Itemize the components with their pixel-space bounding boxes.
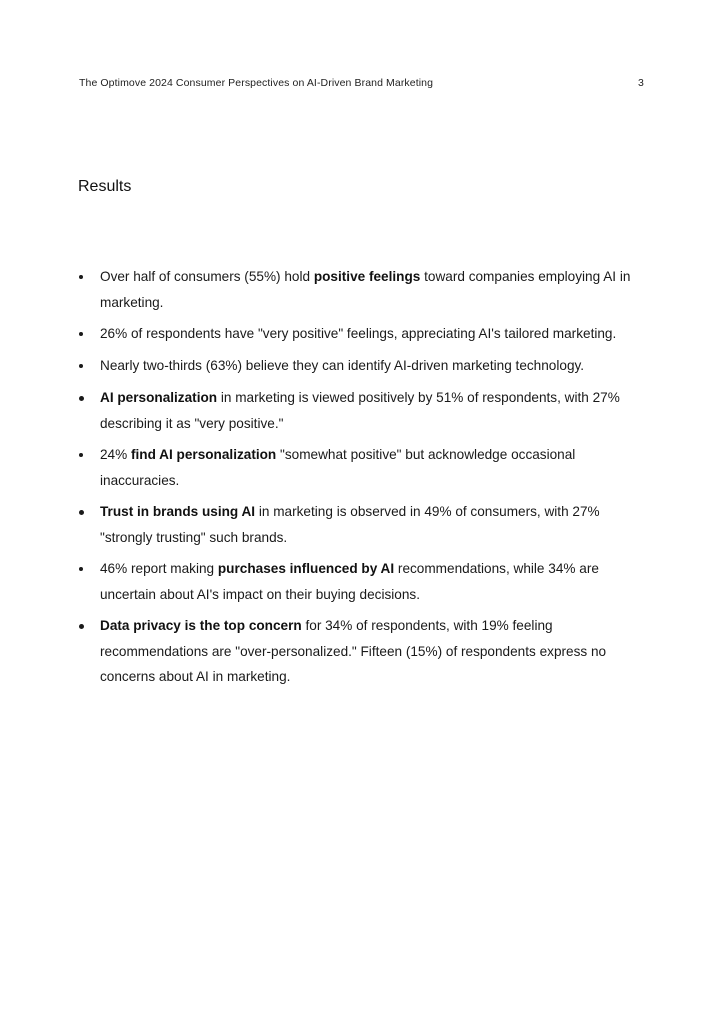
- page-number: 3: [638, 77, 644, 89]
- item-text: 26% of respondents have "very positive" feelings, appreciating AI's tailored marketing.: [100, 326, 617, 341]
- item-text: recommendations, while 34% are uncertain about AI's impact on their buying decisions.: [100, 561, 599, 602]
- list-item: [79, 264, 649, 315]
- running-header: The Optimove 2024 Consumer Perspectives on AI-Driven Brand Marketing: [79, 77, 434, 89]
- item-text: 46% report making: [100, 561, 218, 576]
- list-item: [79, 442, 649, 493]
- item-text: Nearly two-thirds (63%) believe they can identify AI-driven marketing technology.: [100, 357, 585, 373]
- section-title: Results: [78, 178, 132, 195]
- item-highlight: Data privacy is the top concern: [100, 618, 302, 633]
- item-text: "somewhat positive" but acknowledge occasional inaccuracies.: [100, 447, 576, 488]
- item-highlight: find AI personalization: [130, 447, 277, 462]
- item-text: in marketing is observed in 49% of consumers, with 27% "strongly trusting" such brands.: [100, 504, 600, 545]
- list-item: [79, 353, 649, 379]
- item-highlight: AI personalization: [100, 390, 218, 405]
- item-text: toward companies employing AI in marketing.: [100, 269, 631, 310]
- list-item: [79, 499, 649, 550]
- list-item: [79, 385, 649, 436]
- item-highlight: Trust in brands using AI: [100, 504, 256, 519]
- item-text: 24%: [100, 447, 131, 462]
- list-item: [79, 613, 649, 690]
- item-text: for 34% of respondents, with 19% feeling recommendations are "over-personalized." Fifteen (15%) of respondents express no concerns about AI in marketing.: [100, 618, 607, 684]
- item-highlight: purchases influenced by AI: [217, 561, 395, 576]
- item-highlight: positive feelings: [313, 269, 421, 284]
- item-text: Over half of consumers (55%) hold: [100, 269, 314, 284]
- list-item: [79, 556, 649, 607]
- results-list: [79, 264, 649, 696]
- item-text: in marketing is viewed positively by 51% of respondents, with 27% describing it as "very positive.": [100, 390, 620, 431]
- list-item: [79, 321, 649, 347]
